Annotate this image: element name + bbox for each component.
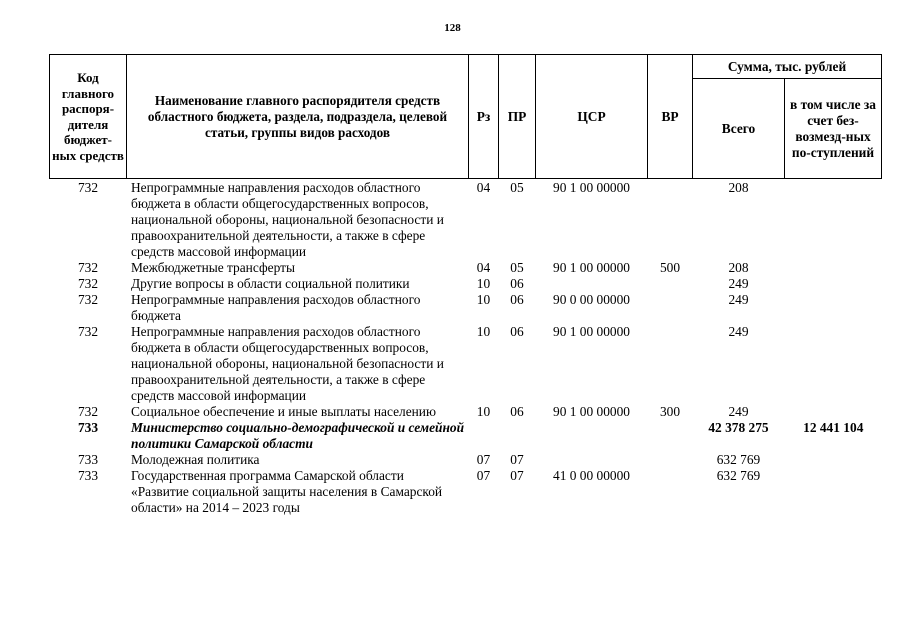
cell-csr xyxy=(536,420,648,452)
cell-vr: 300 xyxy=(659,404,681,419)
cell-pr: 06 xyxy=(510,404,524,419)
cell-code: 733 xyxy=(77,452,99,467)
cell-pr: 06 xyxy=(510,276,524,291)
cell-csr: 90 1 00 00000 xyxy=(553,324,630,339)
cell-name: Непрограммные направления расходов областного бюджета в области общегосударственных вопросов, национальной обороны, национальной безопасности и правоохранительной деятельности, а также в сфере средств массовой информации xyxy=(131,180,444,259)
cell-code: 732 xyxy=(77,292,99,307)
header-rz: Рз xyxy=(469,55,499,179)
cell-total: 249 xyxy=(728,324,749,339)
cell-code: 733 xyxy=(77,420,99,435)
header-free: в том числе за счет без-возмезд-ных по-ступлений xyxy=(785,79,882,179)
cell-rz: 04 xyxy=(476,180,491,195)
header-pr: ПР xyxy=(499,55,536,179)
cell-name: Министерство социально-демографической и семейной политики Самарской области xyxy=(131,420,465,451)
cell-total: 208 xyxy=(728,180,749,195)
page-number: 128 xyxy=(444,22,461,34)
cell-code: 732 xyxy=(77,404,99,419)
cell-rz: 10 xyxy=(476,404,491,419)
cell-name: Молодежная политика xyxy=(131,452,260,467)
cell-total: 249 xyxy=(728,404,749,419)
cell-rz: 07 xyxy=(476,468,491,483)
cell-code: 733 xyxy=(77,468,99,483)
cell-pr: 06 xyxy=(510,324,524,339)
cell-vr xyxy=(648,420,693,452)
cell-rz xyxy=(469,420,499,452)
cell-total: 208 xyxy=(728,260,749,275)
cell-name: Другие вопросы в области социальной политики xyxy=(131,276,410,291)
table-row xyxy=(50,292,882,324)
cell-code: 732 xyxy=(77,180,99,195)
cell-free xyxy=(785,179,882,261)
table-row xyxy=(50,260,882,276)
cell-free: 12 441 104 xyxy=(803,420,864,435)
cell-free xyxy=(785,324,882,404)
cell-free xyxy=(785,292,882,324)
cell-rz: 10 xyxy=(476,292,491,307)
table-row xyxy=(50,468,882,516)
cell-vr xyxy=(648,292,693,324)
cell-total: 249 xyxy=(728,276,749,291)
cell-total: 42 378 275 xyxy=(708,420,769,435)
cell-free xyxy=(785,276,882,292)
cell-rz: 07 xyxy=(476,452,491,467)
cell-csr: 90 0 00 00000 xyxy=(553,292,630,307)
header-code: Код главного распоря-дителя бюджет-ных средств xyxy=(50,55,127,179)
cell-csr: 90 1 00 00000 xyxy=(553,404,630,419)
cell-pr: 05 xyxy=(510,260,524,275)
cell-code: 732 xyxy=(77,260,99,275)
header-total: Всего xyxy=(693,79,785,179)
table-body xyxy=(50,179,882,517)
cell-total: 632 769 xyxy=(716,452,761,467)
cell-name: Межбюджетные трансферты xyxy=(131,260,295,275)
cell-csr xyxy=(536,276,648,292)
budget-table xyxy=(49,54,882,516)
cell-name: Социальное обеспечение и иные выплаты населению xyxy=(131,404,436,419)
cell-total: 632 769 xyxy=(716,468,761,483)
cell-code: 732 xyxy=(77,324,99,339)
cell-pr: 06 xyxy=(510,292,524,307)
cell-free xyxy=(785,452,882,468)
cell-free xyxy=(785,260,882,276)
cell-vr xyxy=(648,324,693,404)
cell-pr: 07 xyxy=(510,468,524,483)
cell-rz: 10 xyxy=(476,276,491,291)
cell-code: 732 xyxy=(77,276,99,291)
table-row xyxy=(50,276,882,292)
cell-vr xyxy=(648,276,693,292)
cell-rz: 04 xyxy=(476,260,491,275)
table-row xyxy=(50,452,882,468)
table-row xyxy=(50,404,882,420)
cell-free xyxy=(785,468,882,516)
cell-pr: 05 xyxy=(510,180,524,195)
cell-csr xyxy=(536,452,648,468)
header-csr: ЦСР xyxy=(536,55,648,179)
cell-total: 249 xyxy=(728,292,749,307)
header-vr: ВР xyxy=(648,55,693,179)
cell-name: Непрограммные направления расходов областного бюджета в области общегосударственных вопросов, национальной обороны, национальной безопасности и правоохранительной деятельности, а также в сфере средств массовой информации xyxy=(131,324,444,403)
cell-csr: 90 1 00 00000 xyxy=(553,180,630,195)
table-row xyxy=(50,324,882,404)
cell-pr xyxy=(499,420,536,452)
cell-vr xyxy=(648,452,693,468)
cell-vr xyxy=(648,179,693,261)
cell-name: Непрограммные направления расходов областного бюджета xyxy=(131,292,421,323)
table-row xyxy=(50,179,882,261)
table-row xyxy=(50,420,882,452)
cell-free xyxy=(785,404,882,420)
cell-csr: 90 1 00 00000 xyxy=(553,260,630,275)
header-sum-group: Сумма, тыс. рублей xyxy=(693,55,882,79)
cell-rz: 10 xyxy=(476,324,491,339)
header-name: Наименование главного распорядителя средств областного бюджета, раздела, подраздела, целевой статьи, группы видов расходов xyxy=(127,55,469,179)
cell-name: Государственная программа Самарской области «Развитие социальной защиты населения в Самарской области» на 2014 – 2023 годы xyxy=(131,468,443,515)
cell-vr: 500 xyxy=(659,260,681,275)
cell-pr: 07 xyxy=(510,452,524,467)
cell-csr: 41 0 00 00000 xyxy=(553,468,630,483)
cell-vr xyxy=(648,468,693,516)
